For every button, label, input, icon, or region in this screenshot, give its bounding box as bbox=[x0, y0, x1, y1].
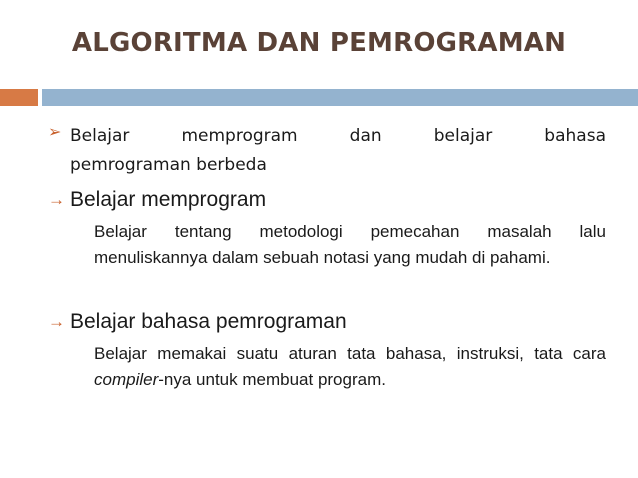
intro-line-1: Belajar memprogram dan belajar bahasa bbox=[70, 126, 606, 146]
section-belajar-bahasa bbox=[48, 309, 606, 393]
title-accent-bar bbox=[0, 89, 38, 106]
right-arrow-icon: → bbox=[48, 312, 65, 331]
intro-line-2: pemrograman berbeda bbox=[70, 155, 267, 175]
section-paragraph: Belajar tentang metodologi pemecahan masalah lalu menuliskannya dalam sebuah notasi yang mudah di pahami. bbox=[94, 222, 606, 267]
title-divider-bar bbox=[42, 89, 638, 106]
slide-title: ALGORITMA DAN PEMROGRAMAN bbox=[71, 28, 567, 58]
section-heading: Belajar memprogram bbox=[70, 188, 267, 211]
paragraph-text-start: Belajar memakai suatu aturan tata bahasa, instruksi, tata cara bbox=[94, 344, 606, 363]
section-paragraph bbox=[94, 341, 606, 393]
section-heading: Belajar bahasa pemrograman bbox=[70, 310, 347, 333]
paragraph-text-end: -nya untuk membuat program. bbox=[158, 370, 386, 389]
section-belajar-memprogram bbox=[48, 187, 606, 271]
intro-bullet bbox=[48, 122, 606, 180]
compiler-term: compiler bbox=[94, 370, 159, 389]
intro-bullet-text bbox=[70, 122, 606, 180]
right-arrow-icon: → bbox=[48, 190, 65, 209]
arrowhead-bullet-icon: ➢ bbox=[48, 124, 62, 141]
